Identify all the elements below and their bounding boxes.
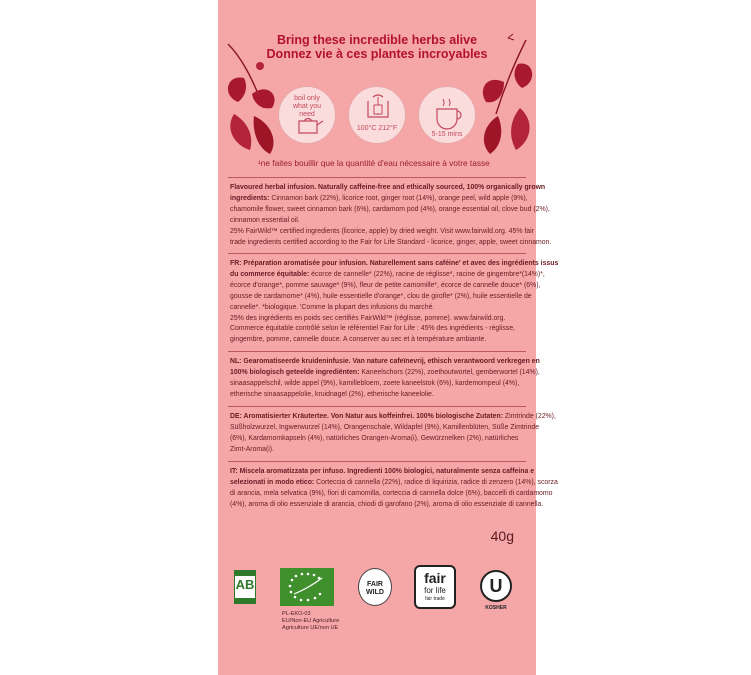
step-boil-label: boil only what you need [292, 95, 322, 118]
fair-for-life-logo [414, 565, 456, 609]
fair-for-life-logo-fairtrade-text: fair trade [425, 596, 445, 602]
step-temperature-circle [348, 86, 406, 144]
boil-footnote: ¹ne faites bouillir que la quantité d'eau nécessaire à votre tasse [258, 158, 490, 168]
step-boil-circle [278, 86, 336, 144]
ingredients-line: 25% des ingrédients en poids sec certifiés FairWild™ (réglisse, pomme). www.fairwild.org. [230, 314, 506, 322]
ingredients-line: Süßholzwurzel, Ingwerwurzel (14%), Orangenschale, Wildapfel (9%), Kamillenblüten, Süße Zimtrinde [230, 423, 540, 431]
ingredients-line: IT: Miscela aromatizzata per infuso. Ingredienti 100% biologici, naturalmente senza caffeina e [230, 468, 535, 475]
kosher-label: KOSHER [485, 605, 507, 611]
ingredients-line: Flavoured herbal infusion. Naturally caffeine-free and ethically sourced, 100% organically grown [230, 184, 546, 191]
header-english: Bring these incredible herbs alive [276, 33, 478, 47]
header-french: Donnez vie à ces plantes incroyables [266, 47, 488, 61]
kosher-u-logo [480, 570, 512, 602]
eu-leaf-icon [280, 568, 334, 606]
ingredients-line: di arancia, mela selvatica (9%), fiori di camomilla, corteccia di cannella dolce (6%), baccelli di cardamomo [230, 489, 553, 497]
eu-origin-line: EU/Non-EU Agriculture [282, 618, 340, 624]
net-weight: 40g [490, 528, 514, 544]
ingredients-line: etherische sinaasappelolie, kruidnagel (2%), etherische kaneelolie. [230, 390, 434, 398]
divider [228, 351, 526, 352]
ingredients-line: cinnamon essential oil. [230, 216, 300, 224]
step-temperature-label: 100°C 212°F [356, 125, 398, 132]
tea-box-back-panel [218, 0, 559, 675]
eu-organic-leaf-logo [280, 568, 334, 606]
ingredients-line: Commerce équitable contrôlé selon le référentiel Fair for Life : 45% des ingrédients - réglisse, [230, 325, 515, 333]
ab-logo-text: AB [235, 577, 255, 592]
ingredients-line: Zimt-Aroma(i). [230, 445, 275, 453]
eu-origin-line-fr: Agriculture UE/non UE [282, 625, 339, 631]
ingredients-line: gousse de cardamome* (4%), huile essentielle d'orange*, clou de girofle* (2%), huile essentielle de [230, 292, 532, 300]
teabag-icon [349, 87, 407, 145]
ingredients-line: écorce d'orange*, pomme sauvage* (9%), fleur de petite camomille*, écorce de cannelle douce* (6%), [230, 281, 541, 289]
ingredients-line: ingredients: Cinnamon bark (22%), licorice root, ginger root (14%), orange peel, wild apple (9%), [230, 194, 528, 202]
ingredients-block-it [230, 467, 558, 511]
ingredients-block-nl [230, 357, 540, 401]
ingredients-line: (4%), aroma di olio essenziale di arancia, chiodi di garofano (2%), aroma di olio essenziale di cannella. [230, 500, 544, 508]
step-time-label: 5-15 mins [431, 131, 463, 138]
divider [228, 406, 526, 407]
kosher-u-logo-letter: U [489, 576, 503, 596]
ingredients-line: (6%), Kardamomkapseln (4%), natürliches Orangen-Aroma(i), Gewürznelken (2%), natürliches [230, 434, 519, 442]
ingredients-line: du commerce équitable: écorce de cannelle* (22%), racine de réglisse*, racine de gingembre*(14%)*, [230, 270, 545, 278]
ingredients-line: 100% biologisch geteelde ingrediënten: Kaneelschors (22%), zoethoutwortel, gemberwortel (14%), [230, 368, 540, 376]
ingredients-line: NL: Gearomatiseerde kruideninfusie. Van nature cafeïnevrij, ethisch verantwoord verkregen en [230, 358, 540, 365]
fair-for-life-logo-text: fair [424, 570, 446, 586]
ingredients-line: DE: Aromatisierter Kräutertee. Von Natur aus koffeinfrei. 100% biologische Zutaten: Zimtrinde (22%), [230, 413, 556, 420]
eu-code-line: PL-EKO-03 [282, 611, 311, 617]
ingredients-block-de [230, 412, 556, 456]
ingredients-line: cannelle*. *biologique. 'Comme la plupart des infusions du marché. [230, 303, 435, 311]
ingredients-block-fr [230, 259, 559, 346]
ab-organic-logo [234, 570, 256, 604]
fairwild-logo-text: FAIR WILD [366, 581, 384, 596]
ingredients-line: selezionati in modo etico: Corteccia di cannella (22%), radice di liquirizia, radice di zenzero (14%), scorza [230, 478, 558, 486]
ingredients-line: FR: Préparation aromatisée pour infusion. Naturellement sans caféine' et avec des ingrédients issus [230, 260, 559, 267]
divider [228, 177, 526, 178]
ingredients-block-en [230, 183, 552, 248]
divider [228, 253, 526, 254]
fairwild-logo [358, 568, 392, 606]
ingredients-line: gingembre, pomme, cannelle douce. A conserver au sec et à température ambiante. [230, 336, 487, 344]
eu-organic-code [282, 611, 339, 632]
ingredients-line: sinaasappelschil, wilde appel (9%), kamillebloem, zoete kaneelstok (6%), kardemompeul (4%), [230, 379, 520, 387]
divider [228, 461, 526, 462]
ingredients-line: chamomile flower, sweet cinnamon bark (6%), cardamom pod (4%), orange essential oil, clove bud (2%), [230, 205, 550, 213]
ingredients-line: trade ingredients certified according to the Fair for Life Standard - licorice, ginger, apple, sweet cinnamon. [230, 238, 552, 246]
fair-for-life-logo-subtext: for life [424, 586, 446, 595]
ingredients-line: 25% FairWild™ certified ingredients (licorice, apple) by dried weight. Visit www.fairwild.org. 45% fair [230, 227, 534, 235]
step-time-circle [418, 86, 476, 144]
